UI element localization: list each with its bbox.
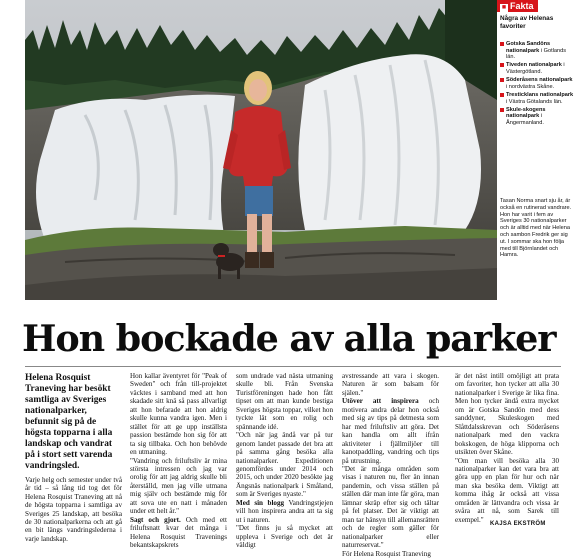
subhead: Med sin blogg <box>236 498 285 507</box>
fact-item: Skule-skogens nationalpark i Ångermanland. <box>500 107 574 127</box>
body-paragraph: Sagt och gjort. Och med ett friluftsnatt kvar det många i Helena Rosquist Travenings bekantskapskrets <box>130 515 227 550</box>
fact-heading: Några av Helenas favoriter <box>500 15 554 30</box>
bullet-square-icon <box>500 108 504 112</box>
body-paragraph: "Det finns ju så mycket att uppleva i Sverige och det är väldigt <box>236 524 333 550</box>
fact-tag-icon: ■ <box>501 4 507 11</box>
article-column-3 <box>236 372 333 550</box>
hero-photo <box>25 0 497 300</box>
waterfall-photo-illustration <box>25 0 497 300</box>
fact-box <box>497 0 576 300</box>
body-paragraph: Utöver att inspirera och motivera andra delar hon också med sig av tips på detmesta som har med friluftsliv att göra. Det kan handla om allt ifrån aktiviteter i fjällmiljöer till kanotpaddling, vandring och tips på utrustning. <box>342 397 439 465</box>
body-paragraph: avstressande att vara i skogen. Naturen är som balsam för själen." <box>342 372 439 397</box>
fact-item: Tresticklans nationalpark i Västra Götalands län. <box>500 92 574 105</box>
byline: KAJSA EKSTRÖM <box>490 521 546 527</box>
article-column-4 <box>342 372 439 558</box>
headline: Hon bockade av alla parker <box>22 317 556 360</box>
body-paragraph: "Vandring och friluftsliv är mina största intressen och jag var orolig för att jag aldrig skulle bli återställd, men jag ville utmana mig själv och bestämde mig för att sova ute en natt i månaden under ett helt år." <box>130 456 227 516</box>
body-paragraph: "Det är många områden som visas i naturen nu, fler än innan pandemin, och vissa ställen på ställen där man inte får göra, man lämnar skräp efter sig och tältar på fel platser. Det är viktigt att man tar hänsyn till allemansrätten och de regler som gäller för nationalparker eller naturreservat." <box>342 464 439 550</box>
divider <box>25 366 561 367</box>
body-paragraph: som undrade vad nästa utmaning skulle bli. Från Svenska Turistföreningen hade hon fått tipset om att man kunde bestiga Sveriges högsta toppar, vilket hon tyckte lät som en rolig och spännande idé. <box>236 372 333 431</box>
fact-item: Gotska Sandöns nationalpark i Gotlands län. <box>500 41 574 61</box>
fact-tag-label: Fakta <box>510 1 534 11</box>
article-column-5 <box>455 372 559 524</box>
bullet-square-icon <box>500 42 504 46</box>
subhead: Sagt och gjort. <box>130 515 181 524</box>
subhead: Utöver att inspirera <box>342 397 419 406</box>
bullet-square-icon <box>500 63 504 67</box>
fact-tag <box>497 0 538 12</box>
fact-list <box>500 41 574 128</box>
lead-body: Varje helg och semester under två år tid – så lång tid tog det för Helena Rosquist Traneving att nå de högsta topparna i samtliga av Sveriges 25 landskap, att besöka de 30 nationalparkerna och att gå en bit längs vandringslederna i varje landskap. <box>25 476 122 543</box>
article-column-2 <box>130 372 227 550</box>
bullet-square-icon <box>500 78 504 82</box>
fact-item: Tiveden nationalpark i Västergötland. <box>500 62 574 75</box>
body-paragraph: Med sin blogg Vandringstjejen vill hon inspirera andra att ta sig ut i naturen. <box>236 498 333 524</box>
body-paragraph: Hon kallar äventyret för "Peak of Sweden" och från till-projektet väcktes i samband med att hon skadade sitt knä så pass allvarligt att hon befarade att hon aldrig skulle kunna vandra igen. Men i stället för att ge upp inställsta passion bestämde hon sig för att ta sig tillbaka. Och hon behövde en utmaning. <box>130 372 227 457</box>
body-paragraph: "Och när jag ändå var på tur genom landet passade det bra att på samma gång besöka alla nationalparker. Expeditionen genomfördes under 2014 och 2015, och under 2020 besökte jag Ängsnäs nationalpark i Småland, som är Sveriges nyaste." <box>236 431 333 499</box>
bullet-square-icon <box>500 93 504 97</box>
photo-caption: Tasan Norma snart sju år, är också en rutinerad vandrare. Hon har varit i fem av Sveriges 30 nationalparker och är alltid med när Helena och sambon Fredrik ger sig ut. I sommar ska hon följa med till Björnlandet och Hamra. <box>500 198 572 259</box>
lead-paragraph: Helena Rosquist Traneving har besökt samtliga av Sveriges nationalparker, befunnit sig på de högsta topparna i alla landskap och vandrat på i stort sett varenda vandringsled. <box>25 373 113 471</box>
body-paragraph: "Om man vill besöka alla 30 nationalparker kan det vara bra att göra upp en plan för hur och när man ska besöka dem. Viktigt att komma ihåg är också att vissa områden är lättvandra och vissa är svåra att nå, som Sarek till exempel." <box>455 456 559 524</box>
body-paragraph: För Helena Rosquist Traneving <box>342 549 431 558</box>
body-paragraph: är det näst intill omöjligt att prata om favoriter, hon tycker att alla 30 nationalparker i Sverige är lika fina. Men hon tycker ändå extra mycket om är Gotska Sandön med dess sanddyner, Skuleskogen med Slåttdalsskrevan och Söderåsens nationalpark med den vackra bokskogen, de höga klipporna och utsikten över Skåne. <box>455 372 559 457</box>
fact-item: Söderåsens nationalpark i nordvästra Skåne. <box>500 77 574 90</box>
